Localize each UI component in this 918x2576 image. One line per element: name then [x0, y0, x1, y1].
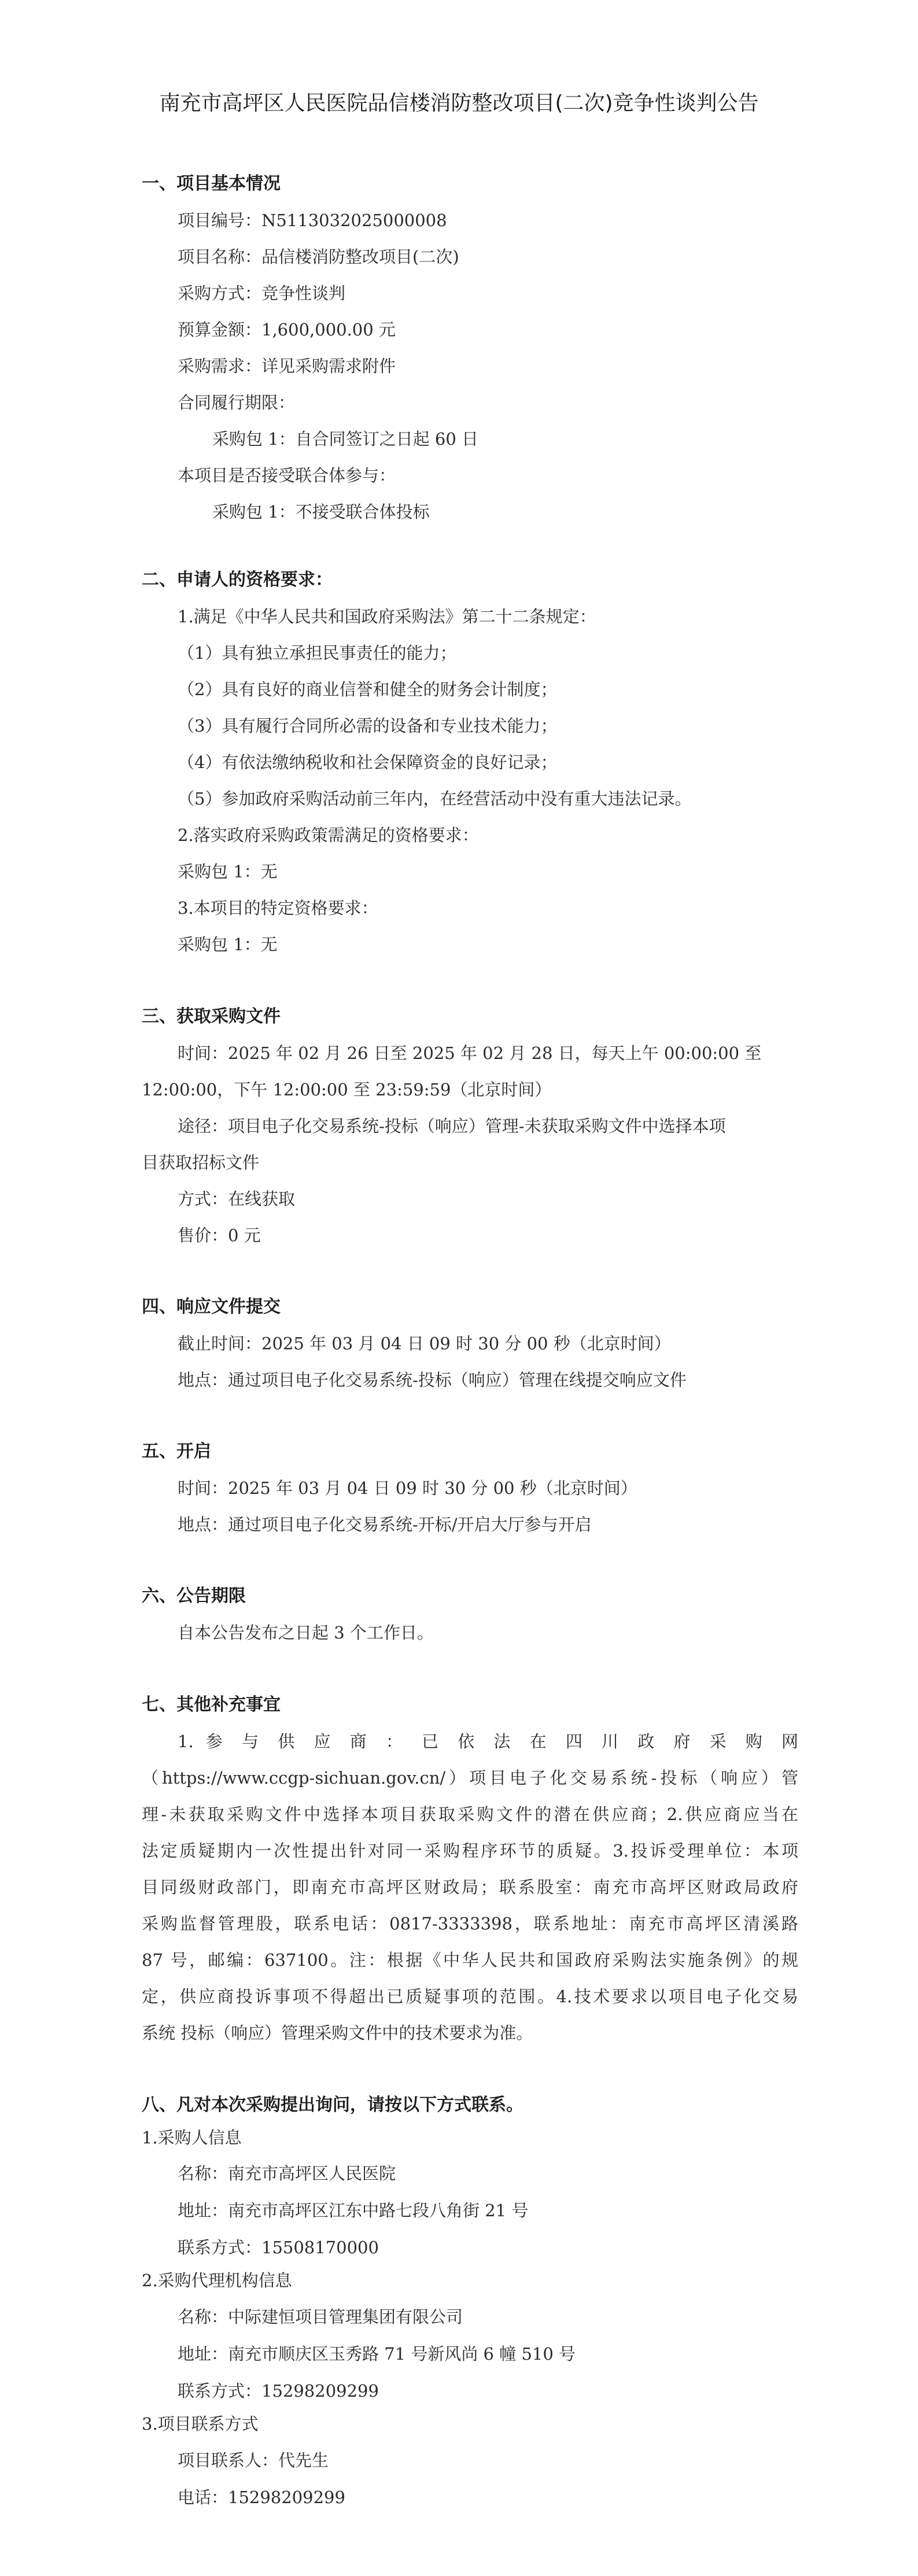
contract-period-label: 合同履行期限： — [178, 393, 296, 412]
section-5-heading: 五、开启 — [142, 1441, 211, 1462]
section-7-heading: 七、其他补充事宜 — [142, 1695, 281, 1715]
purchaser-address: 地址：南充市高坪区江东中路七段八角街 21 号 — [178, 2201, 529, 2220]
submit-location: 地点：通过项目电子化交易系统-投标（响应）管理在线提交响应文件 — [178, 1370, 687, 1390]
qualification-item: 采购包 1：无 — [178, 862, 278, 881]
supplement-line: 理-未获取采购文件中选择本项目获取采购文件的潜在供应商；2.供应商应当在 — [142, 1804, 798, 1824]
supplement-line: 系统 投标（响应）管理采购文件中的技术要求为准。 — [142, 2023, 533, 2043]
acquire-channel-cont: 目获取招标文件 — [142, 1153, 260, 1172]
project-contact-phone: 电话：15298209299 — [178, 2488, 345, 2507]
section-8-heading: 八、凡对本次采购提出询问，请按以下方式联系。 — [142, 2095, 523, 2115]
agency-address: 地址：南充市顺庆区玉秀路 71 号新风尚 6 幢 510 号 — [178, 2344, 576, 2364]
budget-amount: 预算金额：1,600,000.00 元 — [178, 320, 396, 339]
qualification-item: 1.满足《中华人民共和国政府采购法》第二十二条规定： — [178, 607, 596, 626]
supplement-line: 采购监督管理股，联系电话：0817-3333398，联系地址：南充市高坪区清溪路 — [142, 1914, 798, 1933]
section-6-heading: 六、公告期限 — [142, 1586, 246, 1606]
agency-contact: 联系方式：15298209299 — [178, 2381, 379, 2401]
qualification-item: 2.落实政府采购政策需满足的资格要求： — [178, 825, 479, 845]
supplement-line: 定，供应商投诉事项不得超出已质疑事项的范围。4.技术要求以项目电子化交易 — [142, 1987, 798, 2006]
opening-location: 地点：通过项目电子化交易系统-开标/开启大厅参与开启 — [178, 1515, 592, 1534]
supplement-line: 法定质疑期内一次性提出针对同一采购程序环节的质疑。3.投诉受理单位：本项 — [142, 1841, 798, 1861]
agency-name: 名称：中际建恒项目管理集团有限公司 — [178, 2307, 463, 2327]
purchaser-name: 名称：南充市高坪区人民医院 — [178, 2164, 396, 2183]
consortium-package: 采购包 1：不接受联合体投标 — [212, 502, 430, 522]
acquire-time: 时间：2025 年 02 月 26 日至 2025 年 02 月 28 日，每天上午 00:00:00 至 — [178, 1043, 762, 1063]
project-contact-person: 项目联系人：代先生 — [178, 2450, 329, 2470]
acquire-price: 售价：0 元 — [178, 1226, 261, 1245]
section-4-heading: 四、响应文件提交 — [142, 1297, 281, 1317]
contract-period-package: 采购包 1：自合同签订之日起 60 日 — [212, 429, 479, 449]
supplement-line: 87 号，邮编：637100。注：根据《中华人民共和国政府采购法实施条例》的规 — [142, 1950, 798, 1970]
qualification-item: （5）参加政府采购活动前三年内，在经营活动中没有重大违法记录。 — [178, 789, 692, 809]
project-name: 项目名称：品信楼消防整改项目(二次) — [178, 247, 459, 267]
notice-period: 自本公告发布之日起 3 个工作日。 — [178, 1623, 434, 1643]
purchaser-contact: 联系方式：15508170000 — [178, 2238, 379, 2257]
acquire-method: 方式：在线获取 — [178, 1189, 296, 1209]
acquire-channel: 途径：项目电子化交易系统-投标（响应）管理-未获取采购文件中选择本项 — [178, 1116, 726, 1136]
qualification-item: 3.本项目的特定资格要求： — [178, 898, 378, 918]
acquire-time-cont: 12:00:00，下午 12:00:00 至 23:59:59（北京时间） — [142, 1080, 552, 1099]
procurement-method: 采购方式：竞争性谈判 — [178, 283, 346, 303]
supplement-line: 1. 参 与 供 应 商 ： 已 依 法 在 四 川 政 府 采 购 网 — [178, 1732, 798, 1751]
project-number: 项目编号：N5113032025000008 — [178, 211, 447, 230]
project-contact-label: 3.项目联系方式 — [142, 2414, 259, 2434]
qualification-item: （3）具有履行合同所必需的设备和专业技术能力； — [178, 716, 558, 736]
supplement-line: 目同级财政部门，即南充市高坪区财政局；联系股室：南充市高坪区财政局政府 — [142, 1877, 798, 1897]
qualification-item: （1）具有独立承担民事责任的能力； — [178, 643, 457, 663]
page-title: 南充市高坪区人民医院品信楼消防整改项目(二次)竞争性谈判公告 — [159, 91, 759, 115]
qualification-item: 采购包 1：无 — [178, 935, 278, 954]
purchaser-info-label: 1.采购人信息 — [142, 2128, 242, 2147]
supplement-line: （https://www.ccgp-sichuan.gov.cn/）项目电子化交易系统-投标（响应）管 — [142, 1768, 798, 1788]
submit-deadline: 截止时间：2025 年 03 月 04 日 09 时 30 分 00 秒（北京时间） — [178, 1334, 671, 1353]
qualification-item: （4）有依法缴纳税收和社会保障资金的良好记录； — [178, 752, 558, 772]
agency-info-label: 2.采购代理机构信息 — [142, 2271, 292, 2290]
procurement-need: 采购需求：详见采购需求附件 — [178, 356, 396, 376]
section-1-heading: 一、项目基本情况 — [142, 174, 281, 194]
section-2-heading: 二、申请人的资格要求： — [142, 570, 333, 590]
qualification-item: （2）具有良好的商业信誉和健全的财务会计制度； — [178, 680, 558, 699]
consortium-label: 本项目是否接受联合体参与： — [178, 466, 396, 485]
opening-time: 时间：2025 年 03 月 04 日 09 时 30 分 00 秒（北京时间） — [178, 1478, 637, 1498]
section-3-heading: 三、获取采购文件 — [142, 1006, 281, 1027]
